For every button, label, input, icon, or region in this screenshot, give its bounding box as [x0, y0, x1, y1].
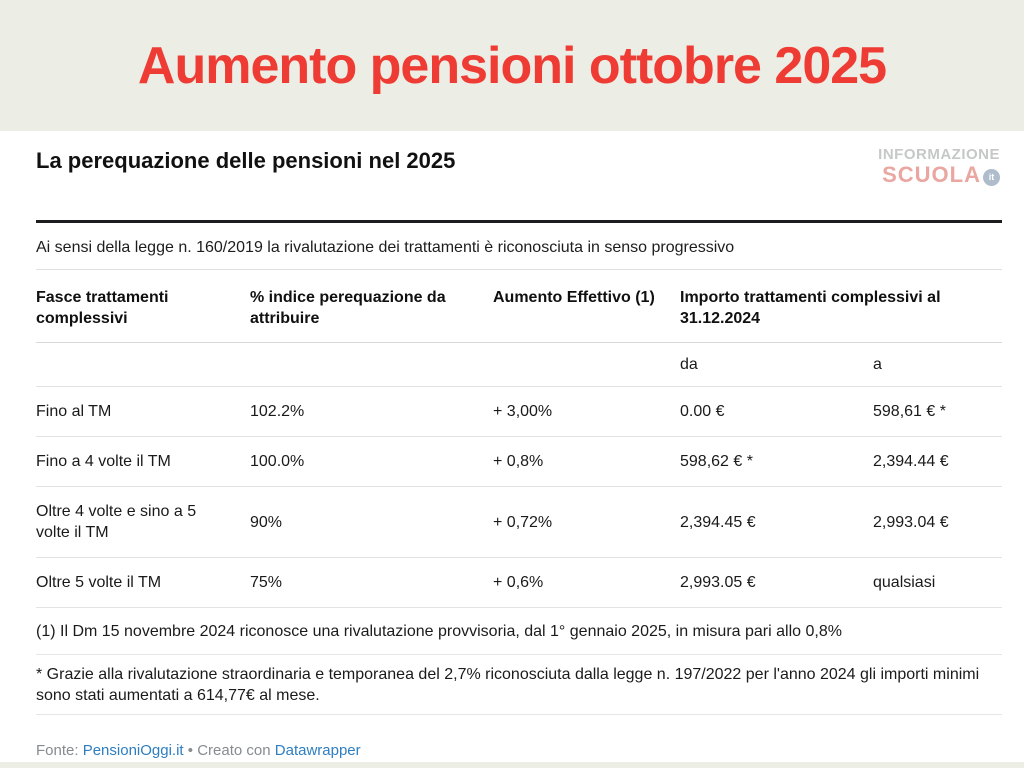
title-divider	[36, 220, 1002, 223]
datawrapper-link[interactable]: Datawrapper	[274, 742, 361, 759]
indice-cell: 100.0%	[250, 453, 305, 470]
importo-a-cell: 2,993.04 €	[873, 513, 949, 531]
indice-cell: 75%	[250, 574, 283, 591]
aumento-cell: + 3,00%	[493, 403, 553, 420]
page-title: Aumento pensioni ottobre 2025	[137, 36, 887, 95]
column-subheader-da: da	[680, 356, 698, 373]
logo-it-badge: it	[983, 169, 1000, 186]
column-subheader-a: a	[873, 356, 882, 373]
aumento-cell: + 0,6%	[493, 574, 544, 591]
indice-cell: 102.2%	[250, 403, 305, 420]
logo-text-scuola	[878, 163, 1000, 186]
column-header-importo-group: Importo trattamenti complessivi al 31.12.2024	[680, 289, 941, 327]
table-header-row	[36, 270, 1002, 343]
row-label-cell: Oltre 5 volte il TM	[36, 574, 162, 591]
logo-scuola-word: SCUOLA	[882, 161, 981, 187]
table-row	[36, 387, 1002, 437]
importo-a-cell: 2,394.44 €	[873, 453, 949, 470]
importo-a-cell: qualsiasi	[873, 574, 936, 591]
column-header-aumento: Aumento Effettivo (1)	[493, 289, 655, 306]
empty-cell	[250, 343, 493, 387]
logo-text-informazione: INFORMAZIONE	[878, 146, 1000, 163]
attribution	[36, 715, 1002, 760]
source-link[interactable]: PensioniOggi.it	[82, 742, 184, 759]
table-row	[36, 558, 1002, 608]
row-label-cell: Oltre 4 volte e sino a 5 volte il TM	[36, 503, 197, 541]
importo-da-cell: 0.00 €	[680, 403, 725, 420]
source-label: Fonte:	[36, 742, 79, 759]
importo-da-cell: 598,62 € *	[680, 453, 753, 470]
table-row	[36, 437, 1002, 487]
footnote-asterisk: * Grazie alla rivalutazione straordinaria e temporanea del 2,7% riconosciuta dalla legge n. 197/2022 per l'anno 2024 gli importi minimi sono stati aumentati a 614,77€ al mese.	[36, 655, 1002, 715]
importo-a-cell: 598,61 € *	[873, 403, 946, 420]
informazione-scuola-logo	[878, 147, 1000, 186]
created-with-label: Creato con	[197, 742, 271, 759]
column-header-fasce: Fasce trattamenti complessivi	[36, 289, 169, 327]
empty-cell	[36, 343, 250, 387]
aumento-cell: + 0,8%	[493, 453, 544, 470]
row-label-cell: Fino a 4 volte il TM	[36, 453, 171, 470]
footnote-1: (1) Il Dm 15 novembre 2024 riconosce una rivalutazione provvisoria, dal 1° gennaio 2025, in misura pari allo 0,8%	[36, 608, 1002, 655]
table-row	[36, 487, 1002, 558]
table-subheader-row	[36, 343, 1002, 387]
table-card	[0, 131, 1024, 762]
empty-cell	[493, 343, 680, 387]
column-header-indice: % indice perequazione da attribuire	[250, 289, 446, 327]
indice-cell: 90%	[250, 513, 283, 531]
pension-table	[36, 270, 1002, 608]
aumento-cell: + 0,72%	[493, 513, 553, 531]
separator-dot: •	[187, 742, 194, 759]
importo-da-cell: 2,394.45 €	[680, 513, 756, 531]
chart-title: La perequazione delle pensioni nel 2025	[36, 148, 456, 173]
importo-da-cell: 2,993.05 €	[680, 574, 756, 591]
row-label-cell: Fino al TM	[36, 403, 112, 420]
page-header	[0, 0, 1024, 131]
chart-subtitle: Ai sensi della legge n. 160/2019 la rivalutazione dei trattamenti è riconosciuta in senso progressivo	[36, 239, 735, 256]
